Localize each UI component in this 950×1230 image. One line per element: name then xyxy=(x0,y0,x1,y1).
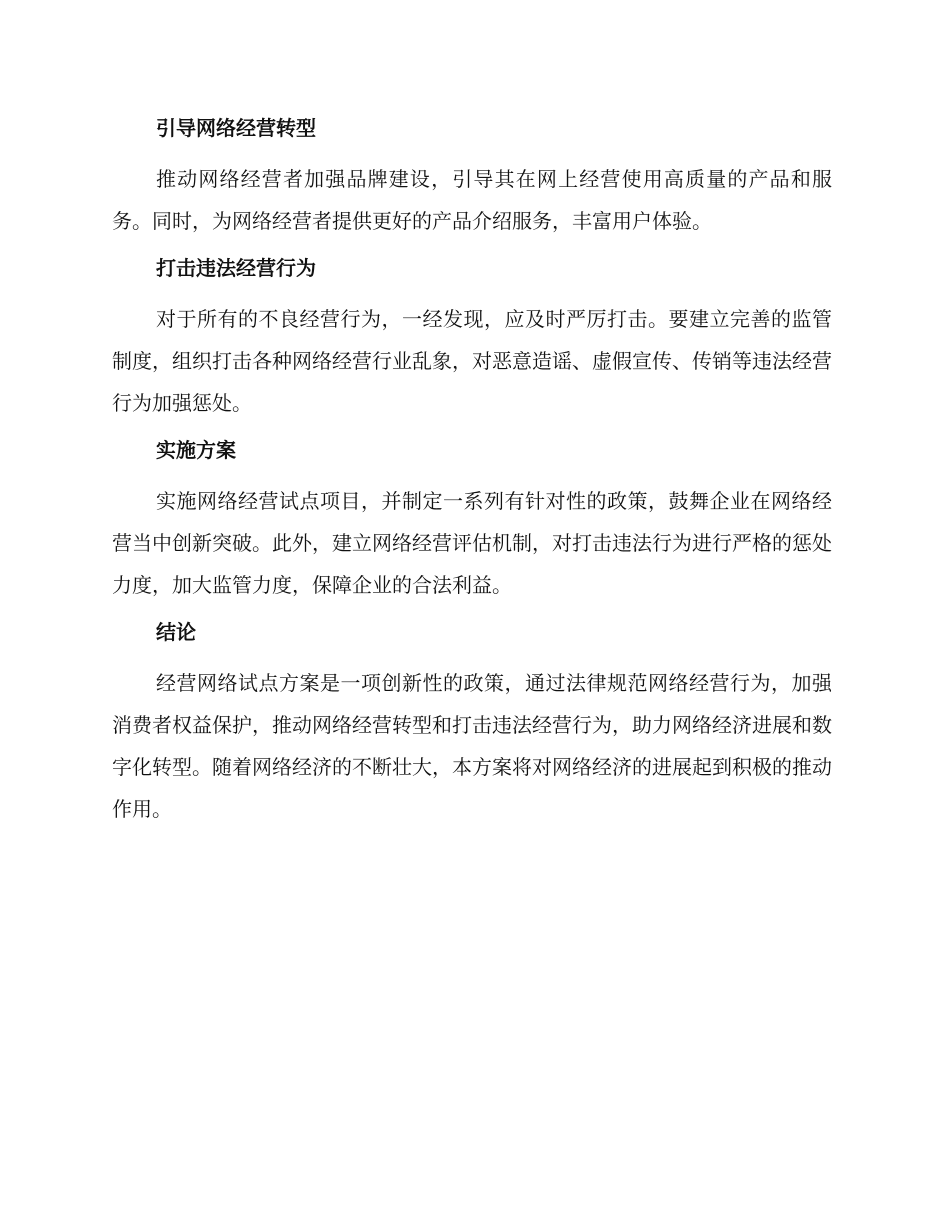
section-heading: 结论 xyxy=(156,620,196,644)
section-online-business-transformation xyxy=(112,114,832,242)
section-paragraph: 经营网络试点方案是一项创新性的政策，通过法律规范网络经营行为，加强消费者权益保护，推动网络经营转型和打击违法经营行为，助力网络经济进展和数字化转型。随着网络经济的不断壮大，本方案将对网络经济的进展起到积极的推动作用。 xyxy=(112,671,832,821)
section-conclusion xyxy=(112,618,832,830)
section-paragraph: 推动网络经营者加强品牌建设，引导其在网上经营使用高质量的产品和服务。同时，为网络经营者提供更好的产品介绍服务，丰富用户体验。 xyxy=(112,167,832,233)
section-implementation-plan xyxy=(112,436,832,606)
section-crack-down-illegal-business xyxy=(112,254,832,424)
section-heading: 引导网络经营转型 xyxy=(156,116,316,140)
section-paragraph: 实施网络经营试点项目，并制定一系列有针对性的政策，鼓舞企业在网络经营当中创新突破。此外，建立网络经营评估机制，对打击违法行为进行严格的惩处力度，加大监管力度，保障企业的合法利益。 xyxy=(112,489,832,597)
section-heading: 实施方案 xyxy=(156,438,236,462)
section-heading: 打击违法经营行为 xyxy=(156,256,316,280)
section-paragraph: 对于所有的不良经营行为，一经发现，应及时严厉打击。要建立完善的监管制度，组织打击各种网络经营行业乱象，对恶意造谣、虚假宣传、传销等违法经营行为加强惩处。 xyxy=(112,307,832,415)
